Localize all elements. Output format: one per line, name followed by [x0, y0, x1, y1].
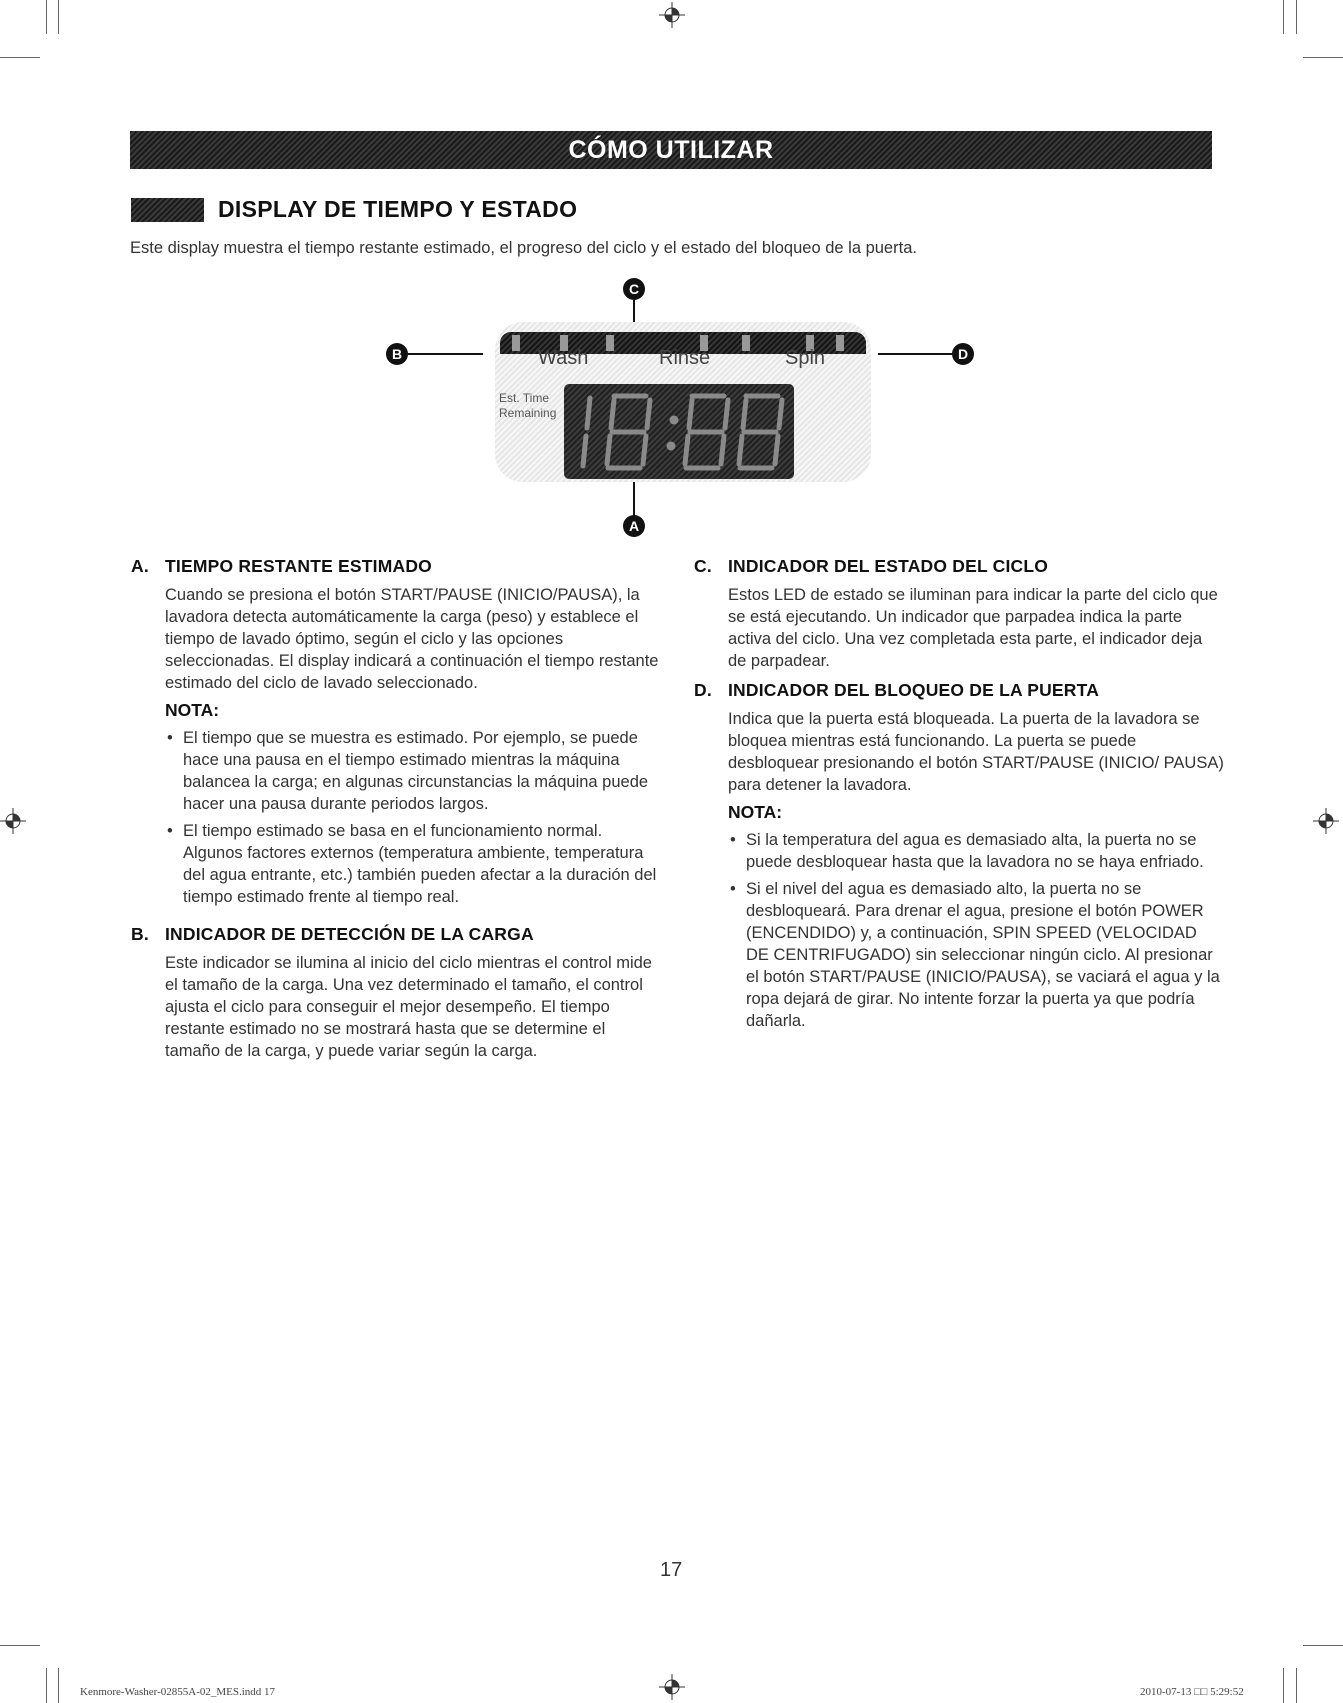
note-label-d: NOTA: — [728, 802, 783, 822]
heading-c-title: INDICADOR DEL ESTADO DEL CICLO — [728, 556, 1049, 576]
callout-line-b — [408, 353, 483, 355]
right-column — [694, 556, 1224, 1037]
registration-mark-icon — [659, 2, 685, 28]
stage-rinse: Rinse — [659, 347, 711, 369]
date-slug: 2010-07-13 □□ 5:29:52 — [1140, 1686, 1244, 1698]
crop-mark — [58, 1668, 59, 1703]
heading-d-letter: D. — [694, 680, 712, 700]
callout-b: B — [386, 343, 408, 365]
paragraph-c: Estos LED de estado se iluminan para indicar la parte del ciclo que se está ejecutando. Un indicador que parpadea indica la parte activa del ciclo. Una vez completada esta parte, el indicador deja de parpadear. — [728, 586, 1218, 670]
section-banner — [130, 131, 1212, 169]
registration-mark-icon — [659, 1674, 685, 1700]
status-led — [742, 335, 750, 351]
status-led — [512, 335, 520, 351]
seven-segment-digits — [564, 384, 794, 479]
status-led — [836, 335, 844, 351]
heading-a-title: TIEMPO RESTANTE ESTIMADO — [165, 556, 432, 576]
est-line-2: Remaining — [499, 406, 557, 420]
list-item: • Si el nivel del agua es demasiado alto, la puerta no se desbloqueará. Para drenar el agua, presione el botón POWER (ENCENDIDO) y, a continuación, SPIN SPEED (VELOCIDAD DE CENTRIFUGADO) sin seleccionar ningún ciclo. Al presionar el botón START/PAUSE (INICIO/PAUSA), se vaciará el agua y la ropa dejará de girar. No intente forzar la puerta ya que podría dañarla. — [728, 878, 1224, 1032]
crop-mark — [58, 0, 59, 34]
crop-mark — [1296, 0, 1297, 34]
paragraph-a: Cuando se presiona el botón START/PAUSE (INICIO/PAUSA), la lavadora detecta automáticamente la carga (peso) y establece el tiempo de lavado óptimo, según el ciclo y las opciones seleccionadas. El display indicará a continuación el tiempo restante estimado del ciclo de lavado seleccionado. — [165, 586, 659, 692]
heading-d — [694, 680, 1224, 701]
est-time-label — [499, 391, 556, 421]
crop-mark — [1296, 1668, 1297, 1703]
heading-c — [694, 556, 1224, 577]
section-title: DISPLAY DE TIEMPO Y ESTADO — [218, 196, 578, 222]
crop-mark — [1283, 0, 1284, 34]
callout-line-d — [878, 353, 952, 355]
crop-mark — [46, 0, 47, 34]
crop-mark — [1303, 1645, 1343, 1646]
note-list-d — [728, 829, 1224, 1032]
est-line-1: Est. Time — [499, 391, 550, 405]
stage-wash: Wash — [538, 347, 589, 369]
crop-mark — [0, 57, 40, 58]
registration-mark-icon — [0, 808, 26, 834]
heading-a — [131, 556, 661, 577]
list-item: • El tiempo que se muestra es estimado. Por ejemplo, se puede hace una pausa en el tiempo estimado mientras la máquina balancea la carga; en algunas circunstancias la máquina puede hacer una pausa durante periodos largos. — [165, 727, 661, 815]
stage-spin: Spin — [785, 347, 826, 369]
crop-mark — [1283, 1668, 1284, 1703]
callout-a: A — [623, 515, 645, 537]
registration-mark-icon — [1313, 808, 1339, 834]
crop-mark — [1303, 57, 1343, 58]
section-marker — [131, 198, 204, 222]
section-intro: Este display muestra el tiempo restante estimado, el progreso del ciclo y el estado del bloqueo de la puerta. — [130, 239, 917, 257]
time-readout — [564, 384, 794, 479]
crop-mark — [46, 1668, 47, 1703]
list-item: • Si la temperatura del agua es demasiado alta, la puerta no se puede desbloquear hasta que la lavadora no se haya enfriado. — [728, 829, 1224, 873]
heading-b-title: INDICADOR DE DETECCIÓN DE LA CARGA — [165, 924, 534, 944]
crop-mark — [0, 1645, 40, 1646]
paragraph-b: Este indicador se ilumina al inicio del ciclo mientras el control mide el tamaño de la carga. Una vez determinado el tamaño, el control ajusta el ciclo para conseguir el mejor desempeño. El tiempo restante estimado no se mostrará hasta que se determine el tamaño de la carga, y puede variar según la carga. — [165, 954, 652, 1060]
note-label-a: NOTA: — [165, 700, 220, 720]
left-column — [131, 556, 661, 1062]
file-slug: Kenmore-Washer-02855A-02_MES.indd 17 — [80, 1686, 276, 1698]
callout-d: D — [952, 343, 974, 365]
heading-b-letter: B. — [131, 924, 149, 944]
list-item: • El tiempo estimado se basa en el funcionamiento normal. Algunos factores externos (temperatura ambiente, temperatura del agua entrante, etc.) también pueden afectar a la duración del tiempo estimado frente al tiempo real. — [165, 820, 661, 908]
banner-title: CÓMO UTILIZAR — [568, 135, 774, 164]
heading-b — [131, 924, 661, 945]
callout-c: C — [623, 278, 645, 300]
paragraph-d: Indica que la puerta está bloqueada. La puerta de la lavadora se bloquea mientras está funcionando. La puerta se puede desbloquear presionando el botón START/PAUSE (INICIO/ PAUSA) para detener la lavadora. — [728, 710, 1224, 794]
heading-a-letter: A. — [131, 556, 149, 576]
heading-d-title: INDICADOR DEL BLOQUEO DE LA PUERTA — [728, 680, 1100, 700]
page-number: 17 — [660, 1559, 683, 1581]
note-list-a — [165, 727, 661, 908]
status-led — [606, 335, 614, 351]
heading-c-letter: C. — [694, 556, 712, 576]
